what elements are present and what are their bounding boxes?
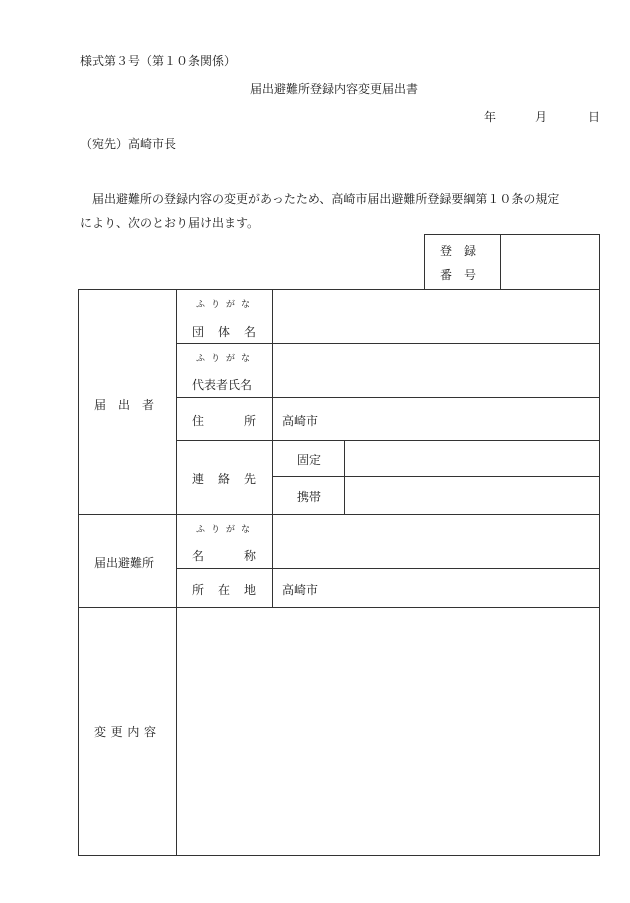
landline-label: 固定	[297, 453, 322, 467]
group-name-label: 団 体 名	[192, 325, 256, 339]
shelter-section-label: 届出避難所	[94, 556, 155, 570]
rep-name-label: 代表者氏名	[192, 378, 253, 392]
date-year-label: 年	[484, 110, 497, 124]
contact-label: 連 絡 先	[192, 472, 256, 486]
registration-label-1: 登 録	[440, 244, 477, 258]
rep-name-furigana-label: ふりがな	[196, 354, 257, 364]
body-text-line-1: 届出避難所の登録内容の変更があったため、高崎市届出避難所登録要綱第１０条の規定	[92, 192, 560, 206]
addressee: （宛先）高崎市長	[80, 137, 177, 151]
date-day-label: 日	[588, 110, 601, 124]
address-field[interactable]: 高崎市	[282, 414, 319, 428]
shelter-name-furigana-label: ふりがな	[196, 525, 257, 535]
address-label: 住 所	[192, 414, 256, 428]
mobile-label: 携帯	[297, 490, 322, 504]
group-name-furigana-label: ふりがな	[196, 300, 257, 310]
notifier-section-label: 届 出 者	[94, 398, 155, 412]
changes-section-label: 変 更 内 容	[94, 725, 156, 739]
body-text-line-2: により、次のとおり届け出ます。	[80, 216, 260, 230]
registration-label-2: 番 号	[440, 268, 477, 282]
date-month-label: 月	[535, 110, 548, 124]
form-title: 届出避難所登録内容変更届出書	[250, 82, 419, 96]
form-number: 様式第３号（第１０条関係）	[80, 54, 237, 68]
location-label: 所 在 地	[192, 583, 256, 597]
location-field[interactable]: 高崎市	[282, 583, 319, 597]
shelter-name-label: 名 称	[192, 549, 256, 563]
